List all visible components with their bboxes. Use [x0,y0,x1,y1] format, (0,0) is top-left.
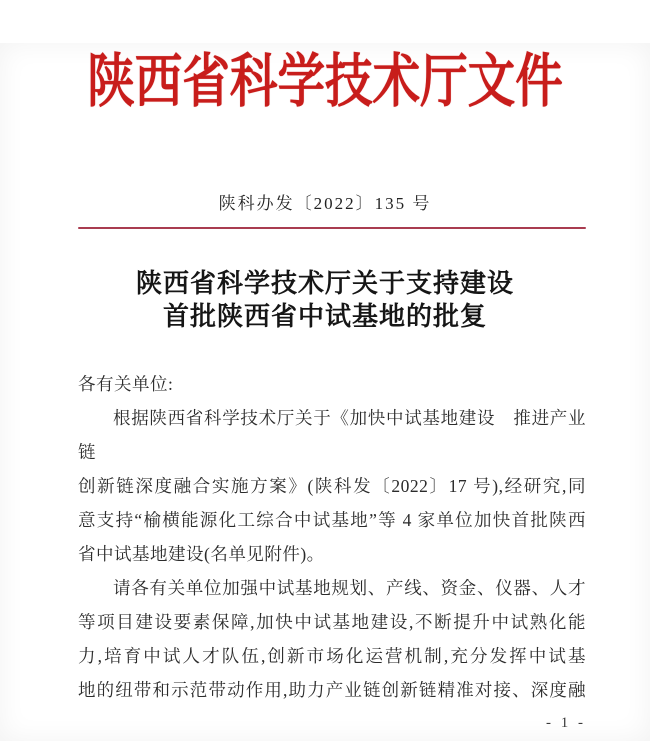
doc-title [0,267,650,333]
paragraph-line: 请各有关单位加强中试基地规划、产线、资金、仪器、人才 [113,578,586,598]
paragraph [78,571,586,707]
doc-number: 陕科办发〔2022〕135 号 [218,194,432,213]
paragraph-line: 力,培育中试人才队伍,创新市场化运营机制,充分发挥中试基 [78,646,586,666]
doc-title-line1: 陕西省科学技术厅关于支持建设 [135,269,514,298]
paragraph-line: 地的纽带和示范带动作用,助力产业链创新链精准对接、深度融 [78,680,586,700]
page-number: - 1 - [546,715,586,731]
doc-title-line2: 首批陕西省中试基地的批复 [162,302,487,331]
body-paragraphs [78,401,586,707]
document-page [0,43,650,741]
salutation: 各有关单位: [78,374,174,394]
paragraph-line: 等项目建设要素保障,加快中试基地建设,不断提升中试熟化能 [78,612,586,632]
paragraph [78,401,586,571]
red-divider-rule [78,227,586,229]
letterhead [0,43,650,136]
letterhead-text: 陕西省科学技术厅文件 [87,49,563,114]
paragraph-line: 根据陕西省科学技术厅关于《加快中试基地建设 推进产业链 [78,408,586,462]
paragraph-line: 创新链深度融合实施方案》(陕科发〔2022〕17 号),经研究,同 [78,476,586,496]
paragraph-line: 省中试基地建设(名单见附件)。 [78,544,325,564]
doc-body [78,367,586,707]
paragraph-line: 意支持“榆横能源化工综合中试基地”等 4 家单位加快首批陕西 [78,510,586,530]
